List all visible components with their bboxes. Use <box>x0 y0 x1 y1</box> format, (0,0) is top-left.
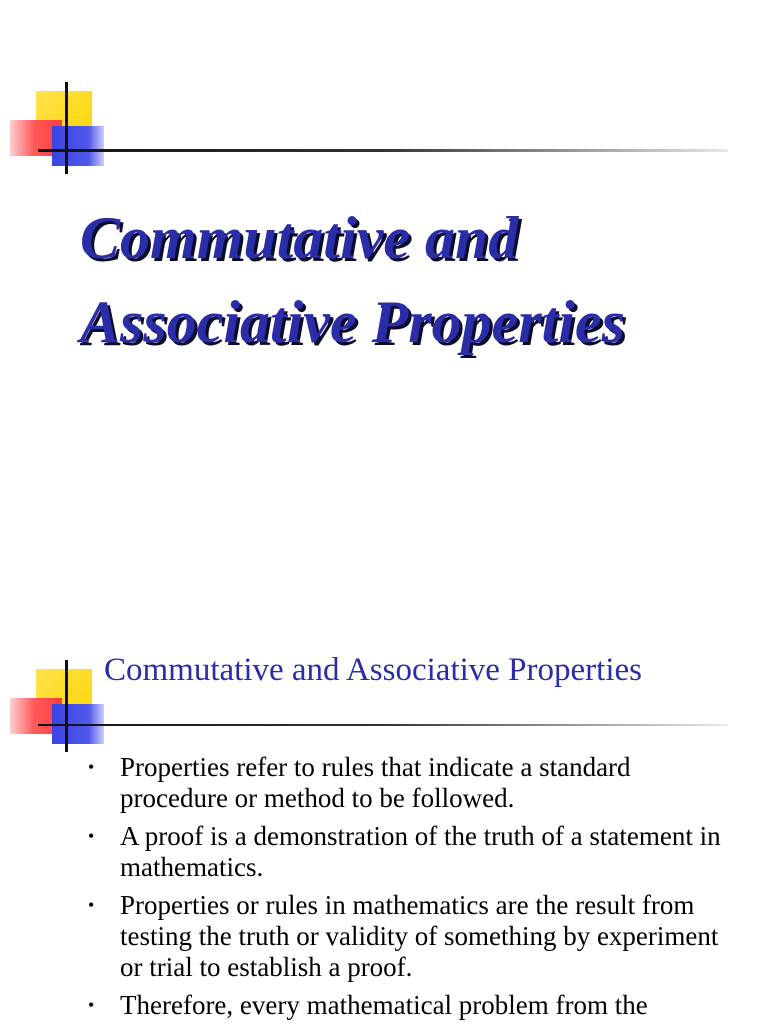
bullet-item <box>88 752 728 814</box>
vertical-line <box>65 660 68 752</box>
bullet-marker: • <box>88 757 95 777</box>
blue-square <box>52 126 104 166</box>
horizontal-rule <box>38 149 728 152</box>
slide-title: Commutative and Associative Properties <box>80 205 625 355</box>
bullet-marker: • <box>88 995 95 1015</box>
bullet-text: A proof is a demonstration of the truth of a statement in mathematics. <box>120 821 721 882</box>
vertical-line <box>65 82 68 174</box>
bullet-list <box>88 752 728 1028</box>
bullet-item <box>88 821 728 883</box>
corner-squares-decoration <box>2 82 112 182</box>
bullet-text: Properties refer to rules that indicate a standard procedure or method to be followed. <box>120 752 631 813</box>
bullet-item <box>88 990 728 1021</box>
corner-squares-decoration <box>2 660 112 760</box>
bullet-marker: • <box>88 826 95 846</box>
horizontal-rule <box>38 724 728 726</box>
bullet-item <box>88 890 728 983</box>
bullet-marker: • <box>88 895 95 915</box>
bullet-text: Therefore, every mathematical problem from the <box>120 990 648 1020</box>
bullet-text: Properties or rules in mathematics are the result from testing the truth or validity of something by experiment or trial to establish a proof. <box>120 890 719 982</box>
slide-heading: Commutative and Associative Properties <box>104 652 642 688</box>
content-slide <box>0 576 768 1024</box>
